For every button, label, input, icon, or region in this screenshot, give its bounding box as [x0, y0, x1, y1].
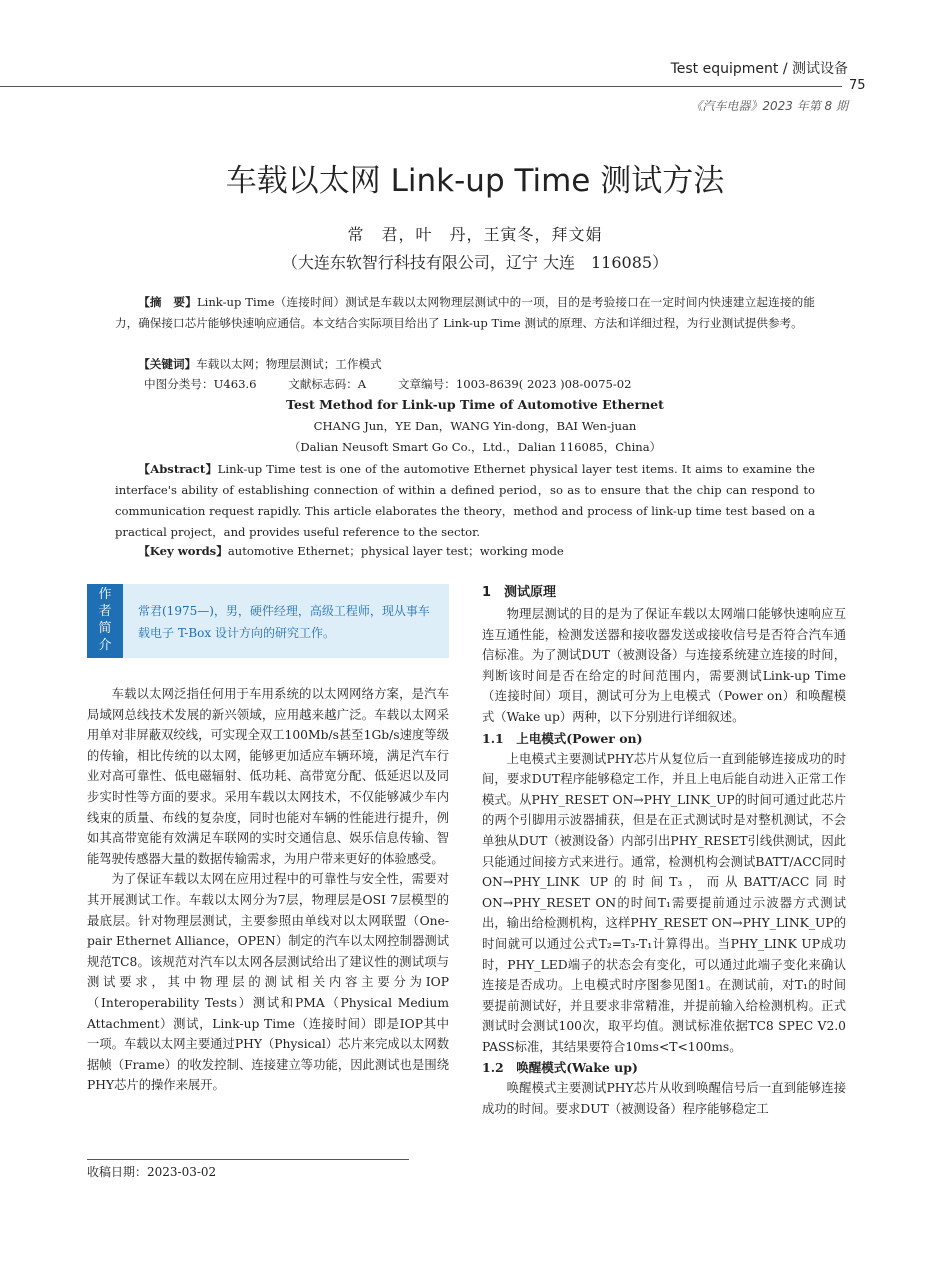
section-label: Test equipment / 测试设备	[670, 61, 848, 77]
right-column	[482, 582, 846, 1120]
left-column	[87, 684, 449, 1096]
bio-tag-char: 简	[98, 621, 112, 636]
article-number: 文章编号：1003-8639( 2023 )08-0075-02	[397, 377, 632, 391]
body-paragraph: 唤醒模式主要测试PHY芯片从收到唤醒信号后一直到能够连接成功的时间。要求DUT（被测设备）程序能够稳定工	[482, 1081, 846, 1117]
article-title: 车载以太网 Link-up Time 测试方法	[225, 163, 725, 199]
body-paragraph: 物理层测试的目的是为了保证车载以太网端口能够快速响应互连互通性能，检测发送器和接收器发送或接收信号是否符合汽车通信标准。为了测试DUT（被测设备）与连接系统建立连接的时间，判断该时间是否在给定的时间范围内，需要测试Link-up Time（连接时间）项目，测试可分为上电模式（Power on）和唤醒模式（Wake up）两种，以下分别进行详细叙述。	[482, 607, 846, 724]
author-bio-tag	[87, 584, 123, 658]
body-paragraph: 车载以太网泛指任何用于车用系统的以太网网络方案，是汽车局域网总线技术发展的新兴领域，应用越来越广泛。车载以太网采用单对非屏蔽双绞线，可实现全双工100Mb/s甚至1Gb/s速度等级的传输，相比传统的以太网，能够更加适应车辆环境，满足汽车行业对高可靠性、低电磁辐射、低功耗、高带宽分配、低延迟以及同步实时性等方面的要求。采用车载以太网技术，不仅能够减少车内线束的质量、布线的复杂度，同时也能对车辆的性能进行提升，例如其高带宽能有效满足车联网的实时交通信息、娱乐信息传输、智能驾驶传感器大量的数据传输需求，为用户带来更好的体验感受。	[87, 687, 449, 866]
english-authors: CHANG Jun，YE Dan，WANG Yin-dong，BAI Wen-juan	[313, 419, 637, 433]
body-paragraph: 上电模式主要测试PHY芯片从复位后一直到能够连接成功的时间，要求DUT程序能够稳定工作，并且上电后能自动进入正常工作模式。从PHY_RESET ON→PHY_LINK_UP的时间可通过此芯片的两个引脚用示波器捕获，但是在正式测试时是对整机测试，不会单独从DUT（被测设备）内部引出PHY_RESET引线供测试，因此只能通过间接方式来进行。通常，检测机构会测试BATT/ACC同时ON→PHY_LINK UP的时间T₃，而从BATT/ACC同时ON→PHY_RESET ON的时间T₁需要提前通过示波器方式测试出，输出给检测机构，这样PHY_RESET ON→PHY_LINK_UP的时间就可以通过公式T₂=T₃-T₁计算得出。当PHY_LINK UP成功时，PHY_LED端子的状态会有变化，可以通过此端子变化来确认连接是否成功。上电模式时序图参见图1。在测试前，对T₁的时间要提前测试好，并且要求非常精准，并提前输入给检测机构。正式测试时会测试100次，取平均值。测试标准依据TC8 SPEC V2.0 PASS标准，其结果要符合10ms<T<100ms。	[482, 751, 846, 1054]
subsection-heading: 1.1 上电模式(Power on)	[482, 730, 643, 746]
bio-tag-char: 者	[98, 604, 112, 619]
keywords-cn-text: 车载以太网；物理层测试；工作模式	[196, 357, 382, 371]
bio-tag-char: 作	[98, 587, 112, 602]
header-rule	[0, 86, 842, 87]
document-code: 文献标志码：A	[288, 377, 367, 391]
keywords-en	[115, 541, 815, 562]
keywords-en-label: 【Key words】	[138, 544, 228, 558]
abstract-en-text: Link-up Time test is one of the automotive Ethernet physical layer test items. It aims to examine the interface's ability of establishing connection of within a defined period，so as to ensure that the chip can respond to communication request rapidly. This article elaborates the theory，method and process of link-up time test based on a practical project，and provides useful reference to the sector.	[115, 462, 815, 539]
author-list: 常 君，叶 丹，王寅冬，拜文娟	[347, 225, 603, 244]
subsection-heading: 1.2 唤醒模式(Wake up)	[482, 1060, 638, 1076]
received-date: 收稿日期：2023-03-02	[87, 1165, 217, 1179]
page-number: 75	[849, 78, 866, 93]
keywords-en-text: automotive Ethernet；physical layer test；working mode	[227, 544, 564, 558]
author-bio-text: 常君(1975—)，男，硬件经理，高级工程师，现从事车载电子 T-Box 设计方向的研究工作。	[138, 604, 430, 640]
bio-tag-char: 介	[98, 638, 112, 653]
english-affiliation: （Dalian Neusoft Smart Go Co.，Ltd.，Dalian 116085，China）	[288, 440, 662, 454]
abstract-cn-label: 【摘 要】	[138, 295, 197, 309]
footnote-rule	[87, 1159, 409, 1160]
section-heading: 1 测试原理	[482, 585, 557, 600]
journal-issue: 《汽车电器》2023 年第 8 期	[690, 99, 848, 113]
keywords-cn	[115, 354, 815, 375]
abstract-en	[115, 459, 815, 543]
abstract-cn-text: Link-up Time（连接时间）测试是车载以太网物理层测试中的一项，目的是考验接口在一定时间内快速建立起连接的能力，确保接口芯片能够快速响应通信。本文结合实际项目给出了 Link-up Time 测试的原理、方法和详细过程，为行业测试提供参考。	[115, 295, 815, 330]
classification-line	[144, 376, 660, 392]
keywords-cn-label: 【关键词】	[138, 357, 197, 371]
english-title: Test Method for Link-up Time of Automotive Ethernet	[286, 397, 664, 412]
affiliation: （大连东软智行科技有限公司，辽宁 大连 116085）	[281, 253, 669, 272]
clc-number: 中图分类号：U463.6	[144, 377, 257, 391]
body-paragraph: 为了保证车载以太网在应用过程中的可靠性与安全性，需要对其开展测试工作。车载以太网分为7层，物理层是OSI 7层模型的最底层。针对物理层测试，主要参照由单线对以太网联盟（One-pair Ethernet Alliance，OPEN）制定的汽车以太网控制器测试规范TC8。该规范对汽车以太网各层测试给出了建议性的测试项与测试要求，其中物理层的测试相关内容主要分为IOP （Interoperability Tests）测试和PMA（Physical Medium Attachment）测试，Link-up Time（连接时间）即是IOP其中一项。车载以太网主要通过PHY（Physical）芯片来完成以太网数据帧（Frame）的收发控制、连接建立等功能，因此测试也是围绕PHY芯片的操作来展开。	[87, 872, 449, 1093]
abstract-en-label: 【Abstract】	[138, 462, 218, 476]
abstract-cn	[115, 292, 815, 334]
